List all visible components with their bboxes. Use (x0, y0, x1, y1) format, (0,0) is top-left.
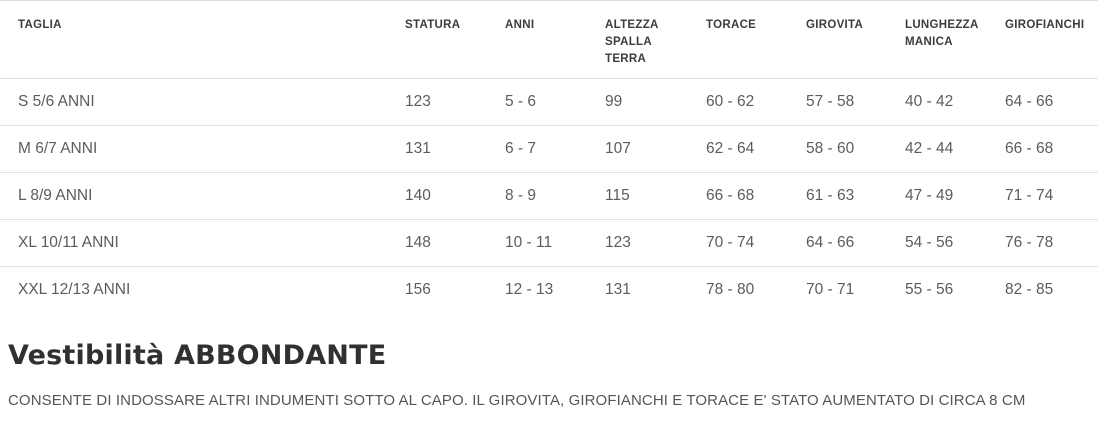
cell-lunghezza-manica: 55 - 56 (905, 281, 954, 298)
size-table-head (0, 1, 1098, 79)
fit-section (0, 340, 1098, 414)
col-header-lunghezza-manica: LUNGHEZZA MANICA (905, 1, 1005, 79)
table-row (0, 126, 1098, 173)
cell-altezza-spalla-terra: 131 (605, 281, 631, 298)
table-row (0, 173, 1098, 220)
cell-altezza-spalla-terra: 99 (605, 79, 706, 126)
cell-taglia: M 6/7 ANNI (0, 126, 405, 173)
col-header-statura: STATURA (405, 1, 505, 79)
cell-girovita: 64 - 66 (806, 220, 905, 267)
cell-girofianchi: 66 - 68 (1005, 126, 1098, 173)
cell-girovita: 57 - 58 (806, 79, 905, 126)
col-header-torace: TORACE (706, 1, 806, 79)
cell-girovita: 70 - 71 (806, 281, 855, 298)
col-header-girofianchi: GIROFIANCHI (1005, 1, 1098, 79)
table-header-row (0, 1, 1098, 79)
cell-lunghezza-manica: 54 - 56 (905, 220, 1005, 267)
cell-torace: 62 - 64 (706, 126, 806, 173)
cell-torace: 66 - 68 (706, 173, 806, 220)
col-header-girovita: GIROVITA (806, 1, 905, 79)
cell-lunghezza-manica: 40 - 42 (905, 79, 1005, 126)
col-header-anni: ANNI (505, 1, 605, 79)
cell-statura: 140 (405, 173, 505, 220)
cell-statura: 156 (405, 281, 431, 298)
cell-girofianchi: 71 - 74 (1005, 173, 1098, 220)
cell-statura: 131 (405, 126, 505, 173)
cell-taglia: XXL 12/13 ANNI (18, 281, 131, 298)
cell-taglia: L 8/9 ANNI (0, 173, 405, 220)
cell-statura: 123 (405, 79, 505, 126)
col-header-taglia: TAGLIA (0, 1, 405, 79)
cell-torace: 70 - 74 (706, 220, 806, 267)
table-row (0, 220, 1098, 267)
cell-anni: 10 - 11 (505, 220, 605, 267)
col-header-altezza-spalla-terra: ALTEZZA SPALLA TERRA (605, 1, 706, 79)
cell-girofianchi: 82 - 85 (1005, 281, 1054, 298)
cell-anni: 5 - 6 (505, 79, 605, 126)
cell-girovita: 58 - 60 (806, 126, 905, 173)
cell-lunghezza-manica: 47 - 49 (905, 173, 1005, 220)
cell-taglia: XL 10/11 ANNI (0, 220, 405, 267)
size-table-body (0, 79, 1098, 314)
fit-heading: Vestibilità ABBONDANTE (8, 340, 387, 371)
table-row (0, 267, 1098, 314)
cell-girovita: 61 - 63 (806, 173, 905, 220)
cell-lunghezza-manica: 42 - 44 (905, 126, 1005, 173)
cell-anni: 12 - 13 (505, 281, 554, 298)
cell-altezza-spalla-terra: 115 (605, 173, 706, 220)
cell-girofianchi: 76 - 78 (1005, 220, 1098, 267)
fit-description: CONSENTE DI INDOSSARE ALTRI INDUMENTI SOTTO AL CAPO. IL GIROVITA, GIROFIANCHI E TORACE E' STATO AUMENTATO DI CIRCA 8 CM (8, 392, 1026, 409)
cell-anni: 8 - 9 (505, 173, 605, 220)
cell-anni: 6 - 7 (505, 126, 605, 173)
cell-altezza-spalla-terra: 107 (605, 126, 706, 173)
cell-statura: 148 (405, 220, 505, 267)
table-row (0, 79, 1098, 126)
cell-torace: 60 - 62 (706, 79, 806, 126)
cell-girofianchi: 64 - 66 (1005, 79, 1098, 126)
cell-taglia: S 5/6 ANNI (0, 79, 405, 126)
cell-torace: 78 - 80 (706, 281, 755, 298)
cell-altezza-spalla-terra: 123 (605, 220, 706, 267)
